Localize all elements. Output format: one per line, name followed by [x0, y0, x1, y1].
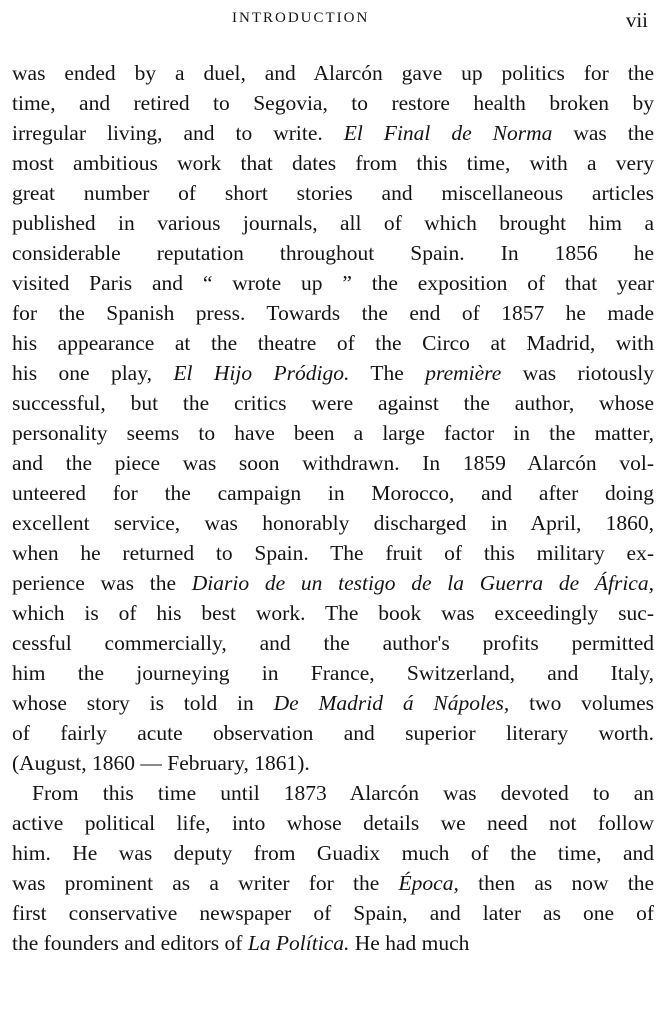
- running-title: INTRODUCTION: [232, 10, 370, 26]
- text-line: [12, 238, 654, 268]
- text-line: [12, 268, 654, 298]
- text-line: [12, 418, 654, 448]
- text-segment: most ambitious work that dates from this time, with a very: [12, 151, 654, 175]
- text-line: [12, 628, 654, 658]
- body-text: [12, 58, 654, 958]
- italic-title: Época,: [398, 871, 459, 895]
- text-line: [12, 538, 654, 568]
- text-segment: visited Paris and “ wrote up ” the exposition of that year: [12, 271, 654, 295]
- italic-title: première: [425, 361, 502, 385]
- text-line: [12, 868, 654, 898]
- text-line: [12, 298, 654, 328]
- text-segment: great number of short stories and miscellaneous articles: [12, 181, 654, 205]
- text-segment: time, and retired to Segovia, to restore health broken by: [12, 91, 654, 115]
- text-segment: cessful commercially, and the author's profits permitted: [12, 631, 654, 655]
- text-segment: He had much: [349, 931, 470, 955]
- text-line: [12, 808, 654, 838]
- text-line: [12, 598, 654, 628]
- text-line: [12, 508, 654, 538]
- text-line: [12, 778, 654, 808]
- text-line: [12, 388, 654, 418]
- text-segment: personality seems to have been a large factor in the matter,: [12, 421, 654, 445]
- text-segment: him the journeying in France, Switzerland, and Italy,: [12, 661, 654, 685]
- text-line: [12, 928, 654, 958]
- page-header: [0, 10, 660, 40]
- text-line: [12, 148, 654, 178]
- text-line: [12, 88, 654, 118]
- italic-title: La Política.: [247, 931, 350, 955]
- page-number: vii: [625, 8, 648, 32]
- text-segment: excellent service, was honorably discharged in April, 1860,: [12, 511, 654, 535]
- text-line: [12, 838, 654, 868]
- italic-title: Diario de un testigo de la Guerra de África,: [191, 571, 654, 595]
- text-segment: From this time until 1873 Alarcón was devoted to an: [32, 781, 654, 805]
- text-segment: perience was the: [12, 571, 192, 595]
- text-segment: of fairly acute observation and superior literary worth.: [12, 721, 654, 745]
- text-line: [12, 688, 654, 718]
- text-segment: whose story is told in: [12, 691, 274, 715]
- text-segment: which is of his best work. The book was exceedingly suc-: [12, 601, 654, 625]
- text-segment: two volumes: [509, 691, 654, 715]
- text-line: [12, 178, 654, 208]
- text-segment: when he returned to Spain. The fruit of this military ex-: [12, 541, 654, 565]
- text-line: [12, 898, 654, 928]
- text-segment: irregular living, and to write.: [12, 121, 344, 145]
- text-line: [12, 358, 654, 388]
- italic-title: De Madrid á Nápoles,: [273, 691, 510, 715]
- text-line: [12, 748, 654, 778]
- italic-title: El Final de Norma: [343, 121, 553, 145]
- text-line: [12, 208, 654, 238]
- text-segment: The: [349, 361, 426, 385]
- text-line: [12, 118, 654, 148]
- text-segment: active political life, into whose details we need not follow: [12, 811, 654, 835]
- text-line: [12, 718, 654, 748]
- text-segment: was the: [552, 121, 654, 145]
- text-segment: him. He was deputy from Guadix much of the time, and: [12, 841, 654, 865]
- text-line: [12, 658, 654, 688]
- text-segment: then as now the: [458, 871, 654, 895]
- text-segment: unteered for the campaign in Morocco, and after doing: [12, 481, 654, 505]
- text-segment: was prominent as a writer for the: [12, 871, 399, 895]
- text-segment: successful, but the critics were against the author, whose: [12, 391, 654, 415]
- text-segment: published in various journals, all of which brought him a: [12, 211, 654, 235]
- text-line: [12, 568, 654, 598]
- text-segment: for the Spanish press. Towards the end of 1857 he made: [12, 301, 654, 325]
- italic-title: El Hijo Pródigo.: [173, 361, 350, 385]
- text-segment: his one play,: [12, 361, 174, 385]
- text-segment: considerable reputation throughout Spain. In 1856 he: [12, 241, 654, 265]
- text-segment: was ended by a duel, and Alarcón gave up politics for the: [12, 61, 654, 85]
- text-segment: first conservative newspaper of Spain, and later as one of: [12, 901, 654, 925]
- text-segment: his appearance at the theatre of the Circo at Madrid, with: [12, 331, 654, 355]
- text-line: [12, 328, 654, 358]
- text-line: [12, 478, 654, 508]
- text-segment: the founders and editors of: [12, 931, 248, 955]
- text-segment: (August, 1860 — February, 1861).: [12, 751, 310, 775]
- text-segment: and the piece was soon withdrawn. In 1859 Alarcón vol-: [12, 451, 654, 475]
- text-line: [12, 448, 654, 478]
- text-segment: was riotously: [501, 361, 654, 385]
- text-line: [12, 58, 654, 88]
